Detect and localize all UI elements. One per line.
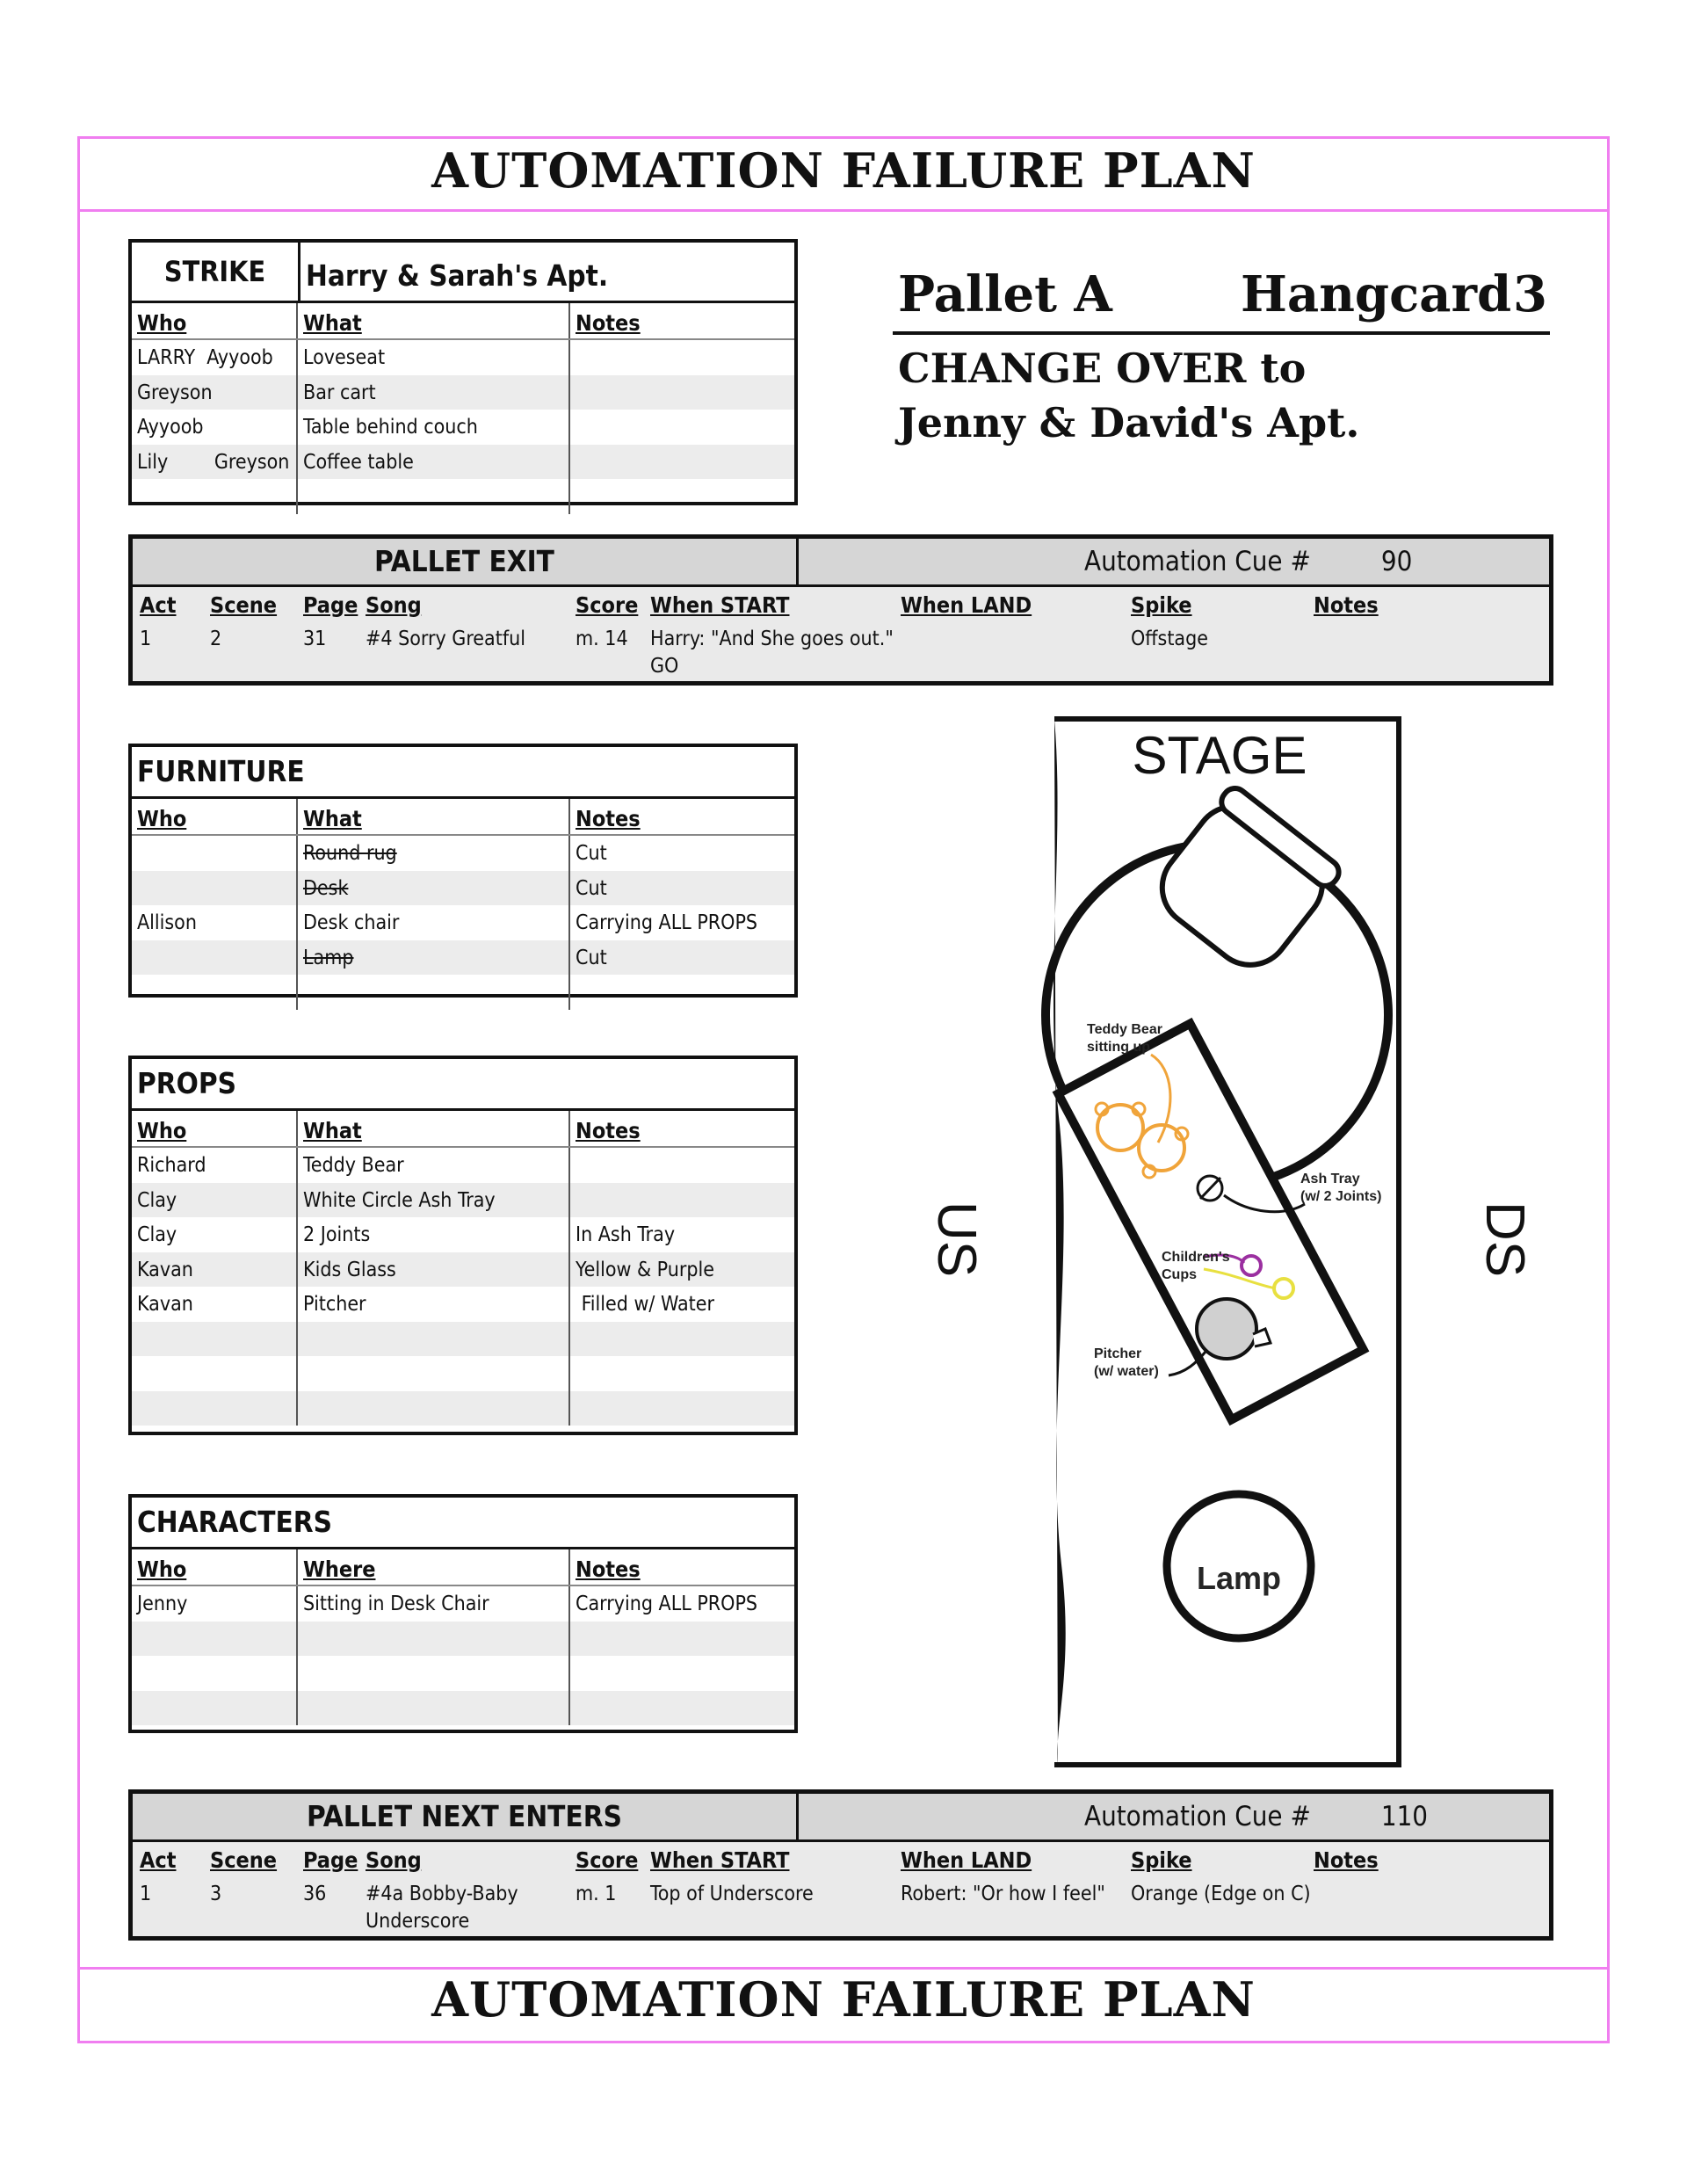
notes-cell: Carrying ALL PROPS	[576, 1593, 758, 1615]
who-cell: Clay	[132, 1217, 298, 1252]
header-rule	[893, 331, 1550, 335]
table-row	[132, 340, 794, 375]
song-value: #4a Bobby-Baby	[366, 1883, 518, 1905]
act-value: 1	[140, 1883, 152, 1905]
cue-label: Automation Cue #	[1084, 546, 1311, 577]
column-header: Spike	[1131, 1847, 1192, 1873]
column-header: Scene	[210, 592, 278, 618]
notes-cell: Carrying ALL PROPS	[576, 911, 758, 934]
banner-bottom: AUTOMATION FAILURE PLAN	[431, 1971, 1256, 2028]
column-header: Notes	[1314, 592, 1379, 618]
table-row	[132, 1356, 794, 1391]
table-row	[132, 1252, 794, 1288]
scene-value: 3	[210, 1883, 222, 1905]
strike-location: Harry & Sarah's Apt.	[306, 258, 609, 293]
ashtray-label-2: (w/ 2 Joints)	[1300, 1189, 1382, 1204]
pallet-exit-table	[128, 534, 1553, 686]
column-header: Notes	[576, 806, 641, 831]
furniture-title: FURNITURE	[132, 747, 794, 799]
where-cell: Sitting in Desk Chair	[298, 1586, 570, 1622]
table-row	[132, 1691, 794, 1726]
cups-label-2: Cups	[1162, 1267, 1197, 1282]
what-cell: Table behind couch	[298, 410, 570, 445]
column-header: Act	[140, 1847, 177, 1873]
notes-cell: In Ash Tray	[576, 1223, 676, 1246]
desk-chair	[1147, 783, 1344, 981]
page-value: 31	[303, 628, 327, 650]
furniture-table	[128, 744, 798, 998]
who-cell: Allison	[132, 905, 298, 940]
table-row	[132, 975, 794, 1010]
table-row	[132, 410, 794, 445]
column-header: What	[298, 1111, 570, 1146]
column-header: Notes	[576, 1118, 641, 1143]
column-header: What	[298, 799, 570, 834]
song-value-2: Underscore	[366, 1910, 470, 1933]
characters-table	[128, 1494, 798, 1733]
column-header: What	[298, 303, 570, 338]
pallet-next-table	[128, 1789, 1553, 1941]
who-cell: Kavan	[132, 1252, 298, 1288]
who-cell: Jenny	[132, 1586, 298, 1622]
column-header: Who	[132, 799, 298, 834]
teddy-label-2: sitting up	[1087, 1040, 1150, 1055]
when-start-value: Harry: "And She goes out."	[650, 628, 894, 650]
scene-value: 2	[210, 628, 222, 650]
table-row	[132, 1656, 794, 1691]
table-row	[132, 1287, 794, 1322]
who-cell: Lily Greyson	[132, 445, 298, 480]
song-value: #4 Sorry Greatful	[366, 628, 525, 650]
table-row	[132, 836, 794, 871]
what-cell: Loveseat	[298, 340, 570, 375]
props-table	[128, 1056, 798, 1435]
what-cell: Coffee table	[298, 445, 570, 480]
column-header: When LAND	[901, 1847, 1032, 1873]
pallet-exit-title: PALLET EXIT	[133, 539, 799, 584]
notes-cell	[570, 1183, 794, 1218]
when-land-value: Robert: "Or how I feel"	[901, 1883, 1105, 1905]
column-header: Scene	[210, 1847, 278, 1873]
table-row	[132, 1322, 794, 1357]
stage-diagram	[914, 703, 1535, 1775]
pallet-next-title: PALLET NEXT ENTERS	[133, 1794, 799, 1839]
table-row	[132, 1183, 794, 1218]
who-cell	[132, 836, 298, 871]
column-header: Act	[140, 592, 177, 618]
column-header: Song	[366, 592, 422, 618]
what-cell: Bar cart	[298, 375, 570, 410]
what-cell: Kids Glass	[298, 1252, 570, 1288]
table-row	[132, 1586, 794, 1622]
who-cell: Kavan	[132, 1287, 298, 1322]
notes-cell: Cut	[576, 946, 607, 969]
column-header: When START	[650, 592, 790, 618]
who-cell	[132, 871, 298, 906]
table-row	[132, 1622, 794, 1657]
what-cell: 2 Joints	[298, 1217, 570, 1252]
table-row	[132, 940, 794, 976]
who-cell	[132, 940, 298, 976]
column-header: Who	[132, 303, 298, 338]
what-cell-struck: Lamp	[298, 940, 570, 976]
column-header: Song	[366, 1847, 422, 1873]
changeover-line-1: CHANGE OVER to	[898, 345, 1307, 392]
table-row	[132, 1148, 794, 1183]
cue-number: 110	[1380, 1801, 1429, 1832]
pallet-edge	[1053, 719, 1066, 1765]
hangcard-number: 3	[1513, 265, 1547, 323]
notes-cell	[570, 375, 794, 410]
column-header: Score	[576, 1847, 639, 1873]
table-row	[132, 1217, 794, 1252]
column-header: Who	[132, 1111, 298, 1146]
column-header: Score	[576, 592, 639, 618]
column-header: Where	[298, 1549, 570, 1585]
upstage-label: US	[926, 1201, 987, 1278]
who-cell: Greyson	[132, 375, 298, 410]
cups-label-1: Children's	[1162, 1250, 1230, 1265]
changeover-line-2: Jenny & David's Apt.	[898, 399, 1360, 446]
table-row	[132, 479, 794, 514]
pallet-label: Pallet A	[898, 265, 1112, 323]
column-header: Spike	[1131, 592, 1192, 618]
notes-cell: Filled w/ Water	[576, 1293, 714, 1316]
notes-cell	[570, 1148, 794, 1183]
banner-divider-bottom	[80, 1967, 1607, 1970]
score-value: m. 14	[576, 628, 628, 650]
who-cell: Richard	[132, 1148, 298, 1183]
props-title: PROPS	[132, 1059, 794, 1111]
ashtray-label-1: Ash Tray	[1300, 1172, 1360, 1186]
column-header: When START	[650, 1847, 790, 1873]
notes-cell: Cut	[576, 876, 607, 900]
notes-cell: Cut	[576, 842, 607, 865]
column-header: When LAND	[901, 592, 1032, 618]
when-start-value-2: GO	[650, 655, 679, 678]
table-row	[132, 375, 794, 410]
who-cell: LARRY Ayyoob	[132, 340, 298, 375]
notes-cell	[570, 340, 794, 375]
hangcard-label: Hangcard	[1241, 265, 1512, 323]
table-row	[132, 445, 794, 480]
lamp-label: Lamp	[1196, 1560, 1282, 1596]
table-row	[132, 871, 794, 906]
page-value: 36	[303, 1883, 327, 1905]
banner-divider-top	[80, 209, 1607, 212]
strike-title: STRIKE	[132, 243, 300, 301]
what-cell-struck: Round rug	[298, 836, 570, 871]
act-value: 1	[140, 628, 152, 650]
what-cell: Teddy Bear	[298, 1148, 570, 1183]
pitcher-label-1: Pitcher	[1094, 1346, 1142, 1361]
when-start-value: Top of Underscore	[650, 1883, 814, 1905]
table-row	[132, 905, 794, 940]
characters-title: CHARACTERS	[132, 1498, 794, 1549]
cue-label: Automation Cue #	[1084, 1801, 1311, 1832]
spike-value: Offstage	[1131, 628, 1208, 650]
what-cell-struck: Desk	[298, 871, 570, 906]
column-header: Notes	[1314, 1847, 1379, 1873]
who-cell: Clay	[132, 1183, 298, 1218]
notes-cell	[570, 445, 794, 480]
teddy-label-1: Teddy Bear	[1087, 1022, 1162, 1037]
what-cell: White Circle Ash Tray	[298, 1183, 570, 1218]
cue-number: 90	[1380, 546, 1413, 577]
what-cell: Pitcher	[298, 1287, 570, 1322]
column-header: Notes	[576, 310, 641, 336]
downstage-label: DS	[1474, 1201, 1535, 1278]
table-row	[132, 1391, 794, 1426]
pitcher-label-2: (w/ water)	[1094, 1364, 1159, 1379]
banner-top: AUTOMATION FAILURE PLAN	[431, 142, 1256, 199]
what-cell: Desk chair	[298, 905, 570, 940]
strike-table	[128, 239, 798, 505]
column-header: Page	[303, 1847, 358, 1873]
column-header: Notes	[576, 1556, 641, 1582]
stage-label: STAGE	[1132, 726, 1307, 785]
score-value: m. 1	[576, 1883, 617, 1905]
spike-value: Orange (Edge on C)	[1131, 1883, 1311, 1905]
column-header: Who	[132, 1549, 298, 1585]
column-header: Page	[303, 592, 358, 618]
notes-cell: Yellow & Purple	[576, 1258, 714, 1281]
who-cell: Ayyoob	[132, 410, 298, 445]
notes-cell	[570, 410, 794, 445]
